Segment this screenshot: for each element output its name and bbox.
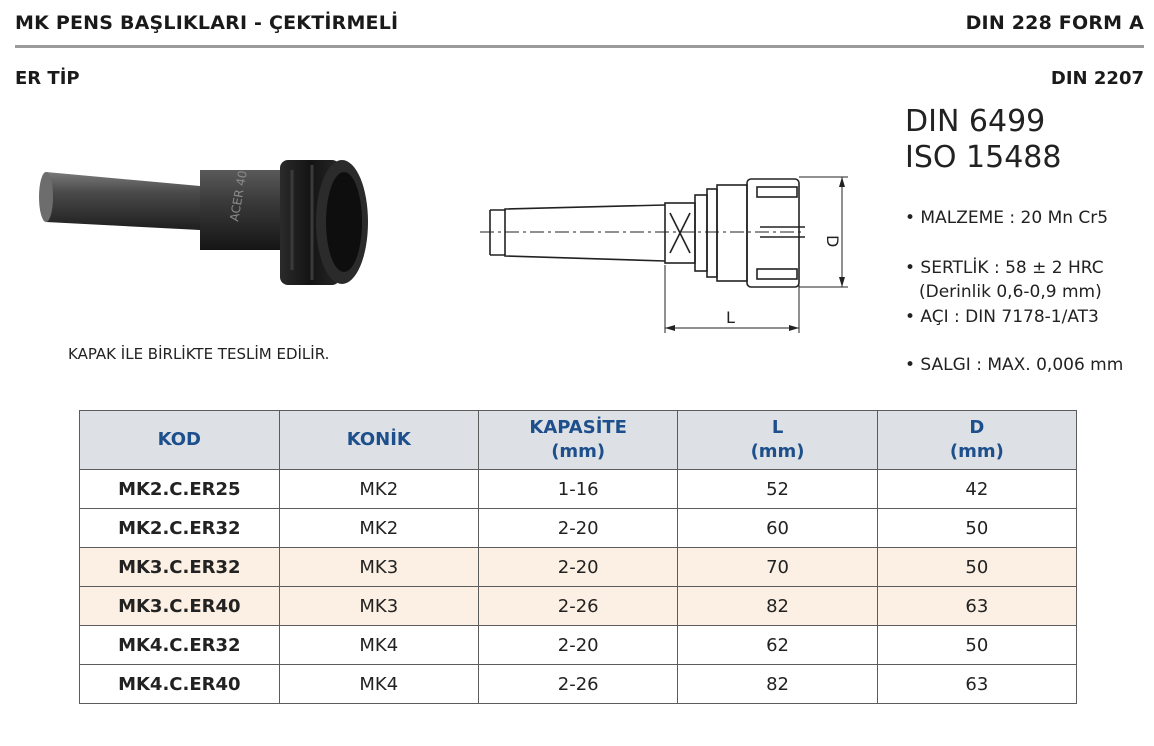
cell-d: 50: [877, 548, 1076, 587]
cell-l: 60: [678, 509, 877, 548]
table-row: [80, 548, 1077, 587]
cell-l: 70: [678, 548, 877, 587]
cell-l: 62: [678, 626, 877, 665]
cell-l: 82: [678, 587, 877, 626]
cell-d: 42: [877, 470, 1076, 509]
table-row: [80, 470, 1077, 509]
header-kapasite: KAPASİTE (mm): [478, 411, 677, 470]
table-row: [80, 509, 1077, 548]
cell-konik: MK4: [279, 626, 478, 665]
cell-d: 50: [877, 509, 1076, 548]
substandard-label: DIN 2207: [1050, 68, 1144, 89]
cell-kapasite: 2-20: [478, 548, 677, 587]
cell-l: 82: [678, 665, 877, 704]
cell-kapasite: 2-20: [478, 509, 677, 548]
standard-iso: ISO 15488: [905, 140, 1062, 175]
cell-kapasite: 2-20: [478, 626, 677, 665]
header-d: D (mm): [877, 411, 1076, 470]
table-row: [80, 665, 1077, 704]
cell-konik: MK2: [279, 470, 478, 509]
cell-kapasite: 2-26: [478, 665, 677, 704]
header-konik: KONİK: [279, 411, 478, 470]
cell-kapasite: 1-16: [478, 470, 677, 509]
dimension-d-label: D: [823, 235, 842, 248]
spec-angle: • AÇI : DIN 7178-1/AT3: [905, 307, 1099, 327]
cell-konik: MK4: [279, 665, 478, 704]
cell-kod: MK3.C.ER40: [80, 587, 280, 626]
spec-material: • MALZEME : 20 Mn Cr5: [905, 208, 1109, 228]
standard-label: DIN 228 FORM A: [965, 12, 1144, 34]
cell-d: 63: [877, 587, 1076, 626]
spec-hardness-depth: (Derinlik 0,6-0,9 mm): [919, 282, 1102, 302]
cell-kod: MK2.C.ER25: [80, 470, 280, 509]
cell-konik: MK3: [279, 548, 478, 587]
product-photo: [30, 140, 375, 300]
cell-kod: MK2.C.ER32: [80, 509, 280, 548]
cell-konik: MK2: [279, 509, 478, 548]
table-row: [80, 587, 1077, 626]
header-divider: [15, 45, 1144, 48]
technical-drawing: [470, 165, 870, 340]
product-table: [79, 410, 1077, 704]
spec-hardness: • SERTLİK : 58 ± 2 HRC: [905, 258, 1104, 278]
subtitle: ER TİP: [15, 68, 80, 89]
cell-d: 63: [877, 665, 1076, 704]
svg-text:ACER 40: ACER 40: [227, 169, 250, 223]
cell-kapasite: 2-26: [478, 587, 677, 626]
cell-kod: MK4.C.ER32: [80, 626, 280, 665]
standard-din: DIN 6499: [905, 104, 1046, 139]
page-title: MK PENS BAŞLIKLARI - ÇEKTİRMELİ: [15, 12, 399, 34]
cell-kod: MK3.C.ER32: [80, 548, 280, 587]
cell-kod: MK4.C.ER40: [80, 665, 280, 704]
header-l: L (mm): [678, 411, 877, 470]
cell-konik: MK3: [279, 587, 478, 626]
cell-d: 50: [877, 626, 1076, 665]
dimension-l-label: L: [726, 308, 735, 327]
spec-runout: • SALGI : MAX. 0,006 mm: [905, 355, 1124, 375]
delivery-note: KAPAK İLE BİRLİKTE TESLİM EDİLİR.: [68, 345, 330, 363]
header-kod: KOD: [80, 411, 280, 470]
cell-l: 52: [678, 470, 877, 509]
table-header-row: [80, 411, 1077, 470]
standards-block: [905, 104, 1061, 176]
table-row: [80, 626, 1077, 665]
